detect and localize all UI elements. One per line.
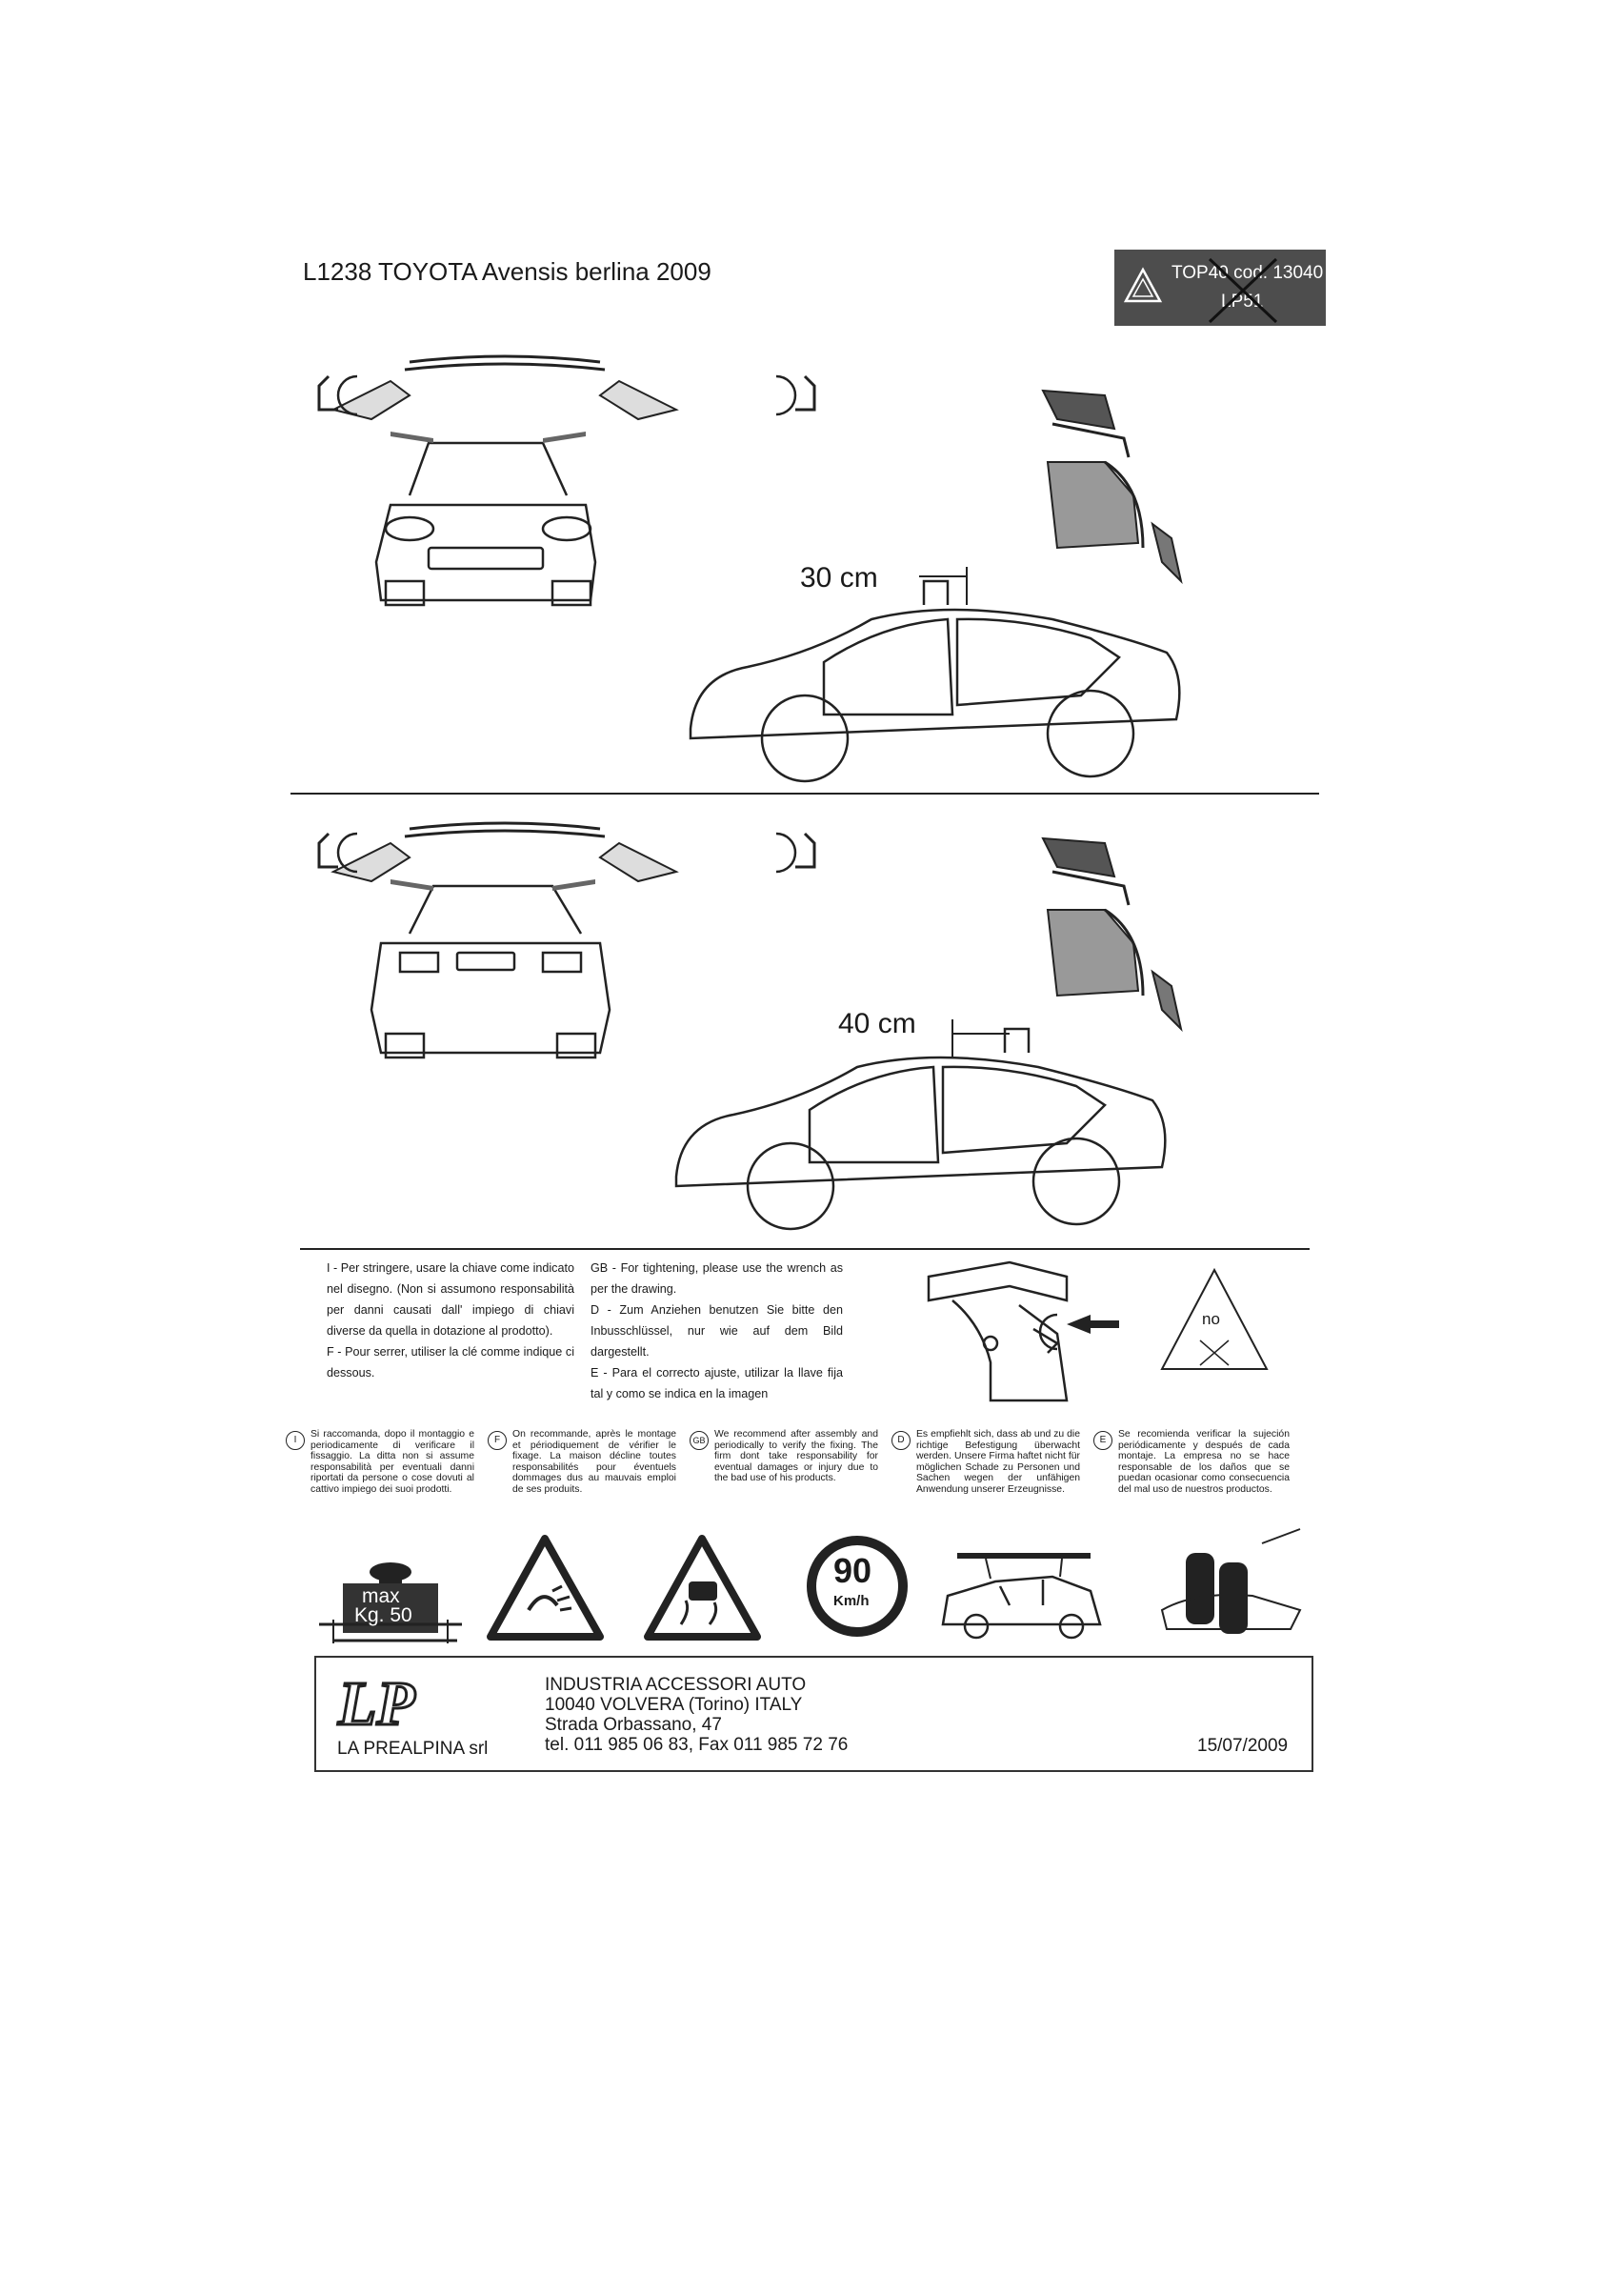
slippery-road-warning-icon xyxy=(643,1534,762,1643)
cross-out-mark xyxy=(1205,255,1281,324)
right-rotate-arrow-icon xyxy=(752,819,819,886)
company-footer xyxy=(314,1656,1313,1772)
car-with-roof-bars-icon xyxy=(938,1548,1110,1643)
warning-it: Si raccomanda, dopo il montaggio e periodicamente di verificare il fissaggio. La ditta non si assume responsabilità per eventuali danni riportati da persone o cose dovuti al cattivo impiego dei suoi prodotti. xyxy=(310,1429,474,1495)
foot-wrench-detail-illustration xyxy=(924,1258,1133,1410)
right-rotate-arrow-icon xyxy=(752,362,819,429)
address-line-3: Strada Orbassano, 47 xyxy=(545,1715,722,1735)
instruction-es: E - Para el correcto ajuste, utilizar la llave fija tal y como se indica en la imagen xyxy=(591,1366,843,1400)
instruction-it: I - Per stringere, usare la chiave come indicato nel disegno. (Non si assumono responsabilità per danni causati dall' impiego di chiavi diverse da quella in dotazione al prodotto). xyxy=(327,1261,574,1338)
section-divider-2 xyxy=(300,1248,1310,1250)
rear-bar-distance-label: 40 cm xyxy=(838,1008,916,1039)
address-line-2: 10040 VOLVERA (Torino) ITALY xyxy=(545,1695,803,1715)
document-date: 15/07/2009 xyxy=(1197,1736,1289,1756)
warning-de: Es empfiehlt sich, dass ab und zu die richtige Befestigung überwacht werden. Unsere Firma haftet nicht für möglichen Schade zu Personen und Sachen wegen der unfähigen Anwendung unserer Erzeugnisse. xyxy=(916,1429,1080,1495)
badge-struck-code: LP51 xyxy=(1221,292,1264,312)
lang-badge-de: D xyxy=(891,1431,911,1450)
page-title: L1238 TOYOTA Avensis berlina 2009 xyxy=(303,257,711,286)
weight-label: Kg. 50 xyxy=(354,1604,412,1626)
warning-icon xyxy=(1124,267,1162,305)
side-view-car-illustration-2 xyxy=(667,1010,1181,1239)
section-divider-1 xyxy=(290,793,1319,795)
lang-badge-es: E xyxy=(1093,1431,1112,1450)
warning-gb: We recommend after assembly and periodically to verify the fixing. The firm dont take responsability for eventual damages or injury due to the bad use of his products. xyxy=(714,1429,878,1483)
address-line-4: tel. 011 985 06 83, Fax 011 985 72 76 xyxy=(545,1735,849,1755)
company-name: LA PREALPINA srl xyxy=(337,1739,489,1759)
max-label: max xyxy=(362,1585,400,1607)
front-bar-distance-label: 30 cm xyxy=(800,562,878,594)
lp-logo-text: LP xyxy=(338,1669,415,1739)
speed-value: 90 xyxy=(833,1551,872,1590)
instruction-gb: GB - For tightening, please use the wrench as per the drawing. xyxy=(591,1261,843,1296)
lang-badge-gb: GB xyxy=(690,1431,709,1450)
car-wash-brush-warning-icon xyxy=(1157,1524,1319,1643)
instruction-gb-de-es xyxy=(591,1258,843,1404)
instruction-de: D - Zum Anziehen benutzen Sie bitte den Inbusschlüssel, nur wie auf dem Bild dargestellt. xyxy=(591,1303,843,1359)
left-rotate-arrow-icon xyxy=(314,362,381,429)
warning-fr: On recommande, après le montage et périodiquement de vérifier le fixage. La maison décline toutes responsabilités pour éventuels dommages dus au mauvais emploi de ses produits. xyxy=(512,1429,676,1495)
lang-badge-it: I xyxy=(286,1431,305,1450)
lp-logo xyxy=(333,1665,457,1737)
badge-code: TOP40 cod. 13040 xyxy=(1171,263,1324,283)
instruction-it-fr xyxy=(327,1258,574,1383)
instruction-fr: F - Pour serrer, utiliser la clé comme indique ci dessous. xyxy=(327,1345,574,1380)
crosswind-warning-icon xyxy=(486,1534,605,1643)
product-code-badge xyxy=(1114,250,1326,326)
side-view-car-illustration-1 xyxy=(681,562,1195,791)
company-address xyxy=(545,1675,848,1755)
speed-unit: Km/h xyxy=(833,1593,870,1609)
address-line-1: INDUSTRIA ACCESSORI AUTO xyxy=(545,1675,807,1695)
lang-badge-fr: F xyxy=(488,1431,507,1450)
left-rotate-arrow-icon xyxy=(314,819,381,886)
warning-es: Se recomienda verificar la sujeción periódicamente y después de cada montaje. La empresa no se hace responsable de los daños que se puedan ocasionar como consecuencia del mal uso de nuestros productos. xyxy=(1118,1429,1290,1495)
no-label: no xyxy=(1202,1310,1220,1328)
safety-warnings-row xyxy=(286,1429,1333,1524)
